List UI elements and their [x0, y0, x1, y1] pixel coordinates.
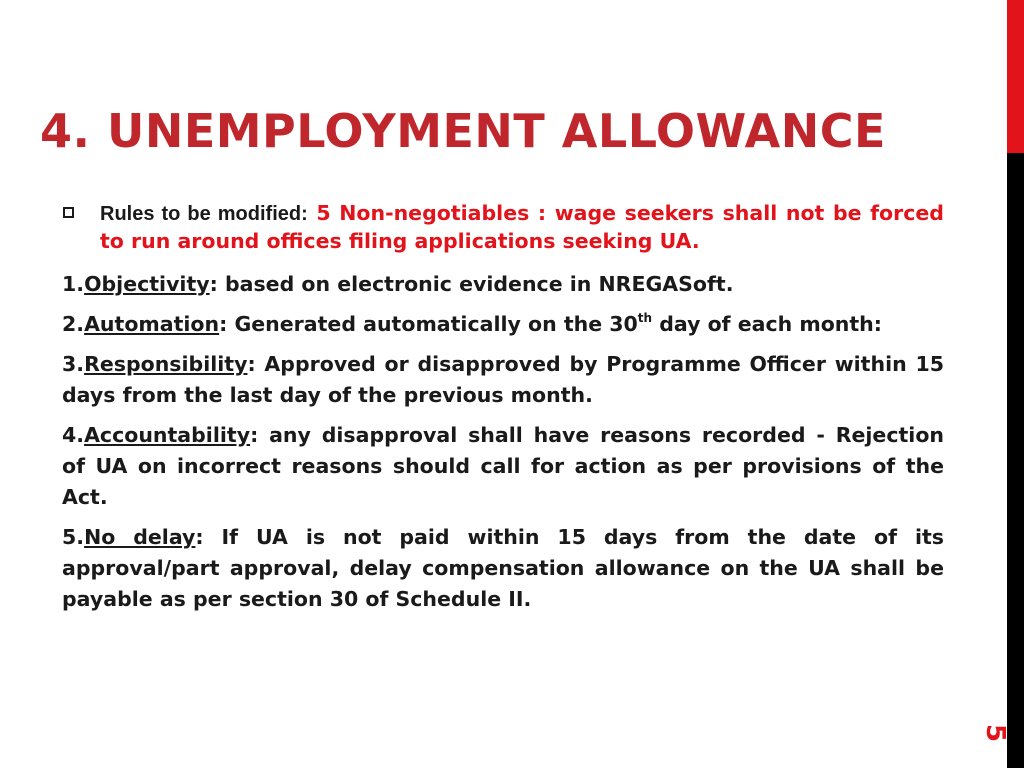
- item-superscript: th: [637, 311, 653, 325]
- item-text: : any disapproval shall have reasons recorded - Rejection of UA on incorrect reasons should call for action as per provisions of the Act.: [62, 423, 944, 509]
- item-term: No delay: [84, 525, 196, 549]
- item-term: Objectivity: [84, 272, 210, 296]
- list-item-automation: [62, 309, 944, 340]
- list-item-accountability: [62, 420, 944, 513]
- item-text: : based on electronic evidence in NREGASoft.: [209, 272, 734, 296]
- list-item-no-delay: [62, 522, 944, 615]
- item-term: Responsibility: [84, 352, 248, 376]
- slide-body: [62, 200, 944, 624]
- side-accent-bar-red: [1007, 0, 1024, 153]
- item-number: 1.: [62, 272, 85, 296]
- item-term: Accountability: [84, 423, 251, 447]
- bullet-lead: Rules to be modified:: [100, 203, 308, 225]
- checkbox-bullet-icon: [63, 207, 74, 218]
- slide-number: 5: [980, 723, 1010, 743]
- item-text: : Generated automatically on the 30: [219, 312, 638, 336]
- item-number: 5.: [62, 525, 85, 549]
- item-number: 4.: [62, 423, 85, 447]
- slide-title: 4. UNEMPLOYMENT ALLOWANCE: [40, 104, 886, 158]
- item-text: : If UA is not paid within 15 days from the date of its approval/part approval, delay compensation allowance on the UA shall be payable as per section 30 of Schedule II.: [62, 525, 944, 611]
- item-term: Automation: [84, 312, 220, 336]
- bullet-highlight: 5 Non-negotiables : wage seekers shall not be forced to run around offices filing applications seeking UA.: [100, 201, 944, 253]
- item-text: : Approved or disapproved by Programme Officer within 15 days from the last day of the previous month.: [62, 352, 944, 407]
- item-number: 3.: [62, 352, 85, 376]
- side-accent-bar-black: [1007, 153, 1024, 768]
- list-item-objectivity: [62, 269, 944, 300]
- item-number: 2.: [62, 312, 85, 336]
- bullet-item: [62, 200, 944, 255]
- list-item-responsibility: [62, 349, 944, 411]
- item-text-continued: day of each month:: [652, 312, 882, 336]
